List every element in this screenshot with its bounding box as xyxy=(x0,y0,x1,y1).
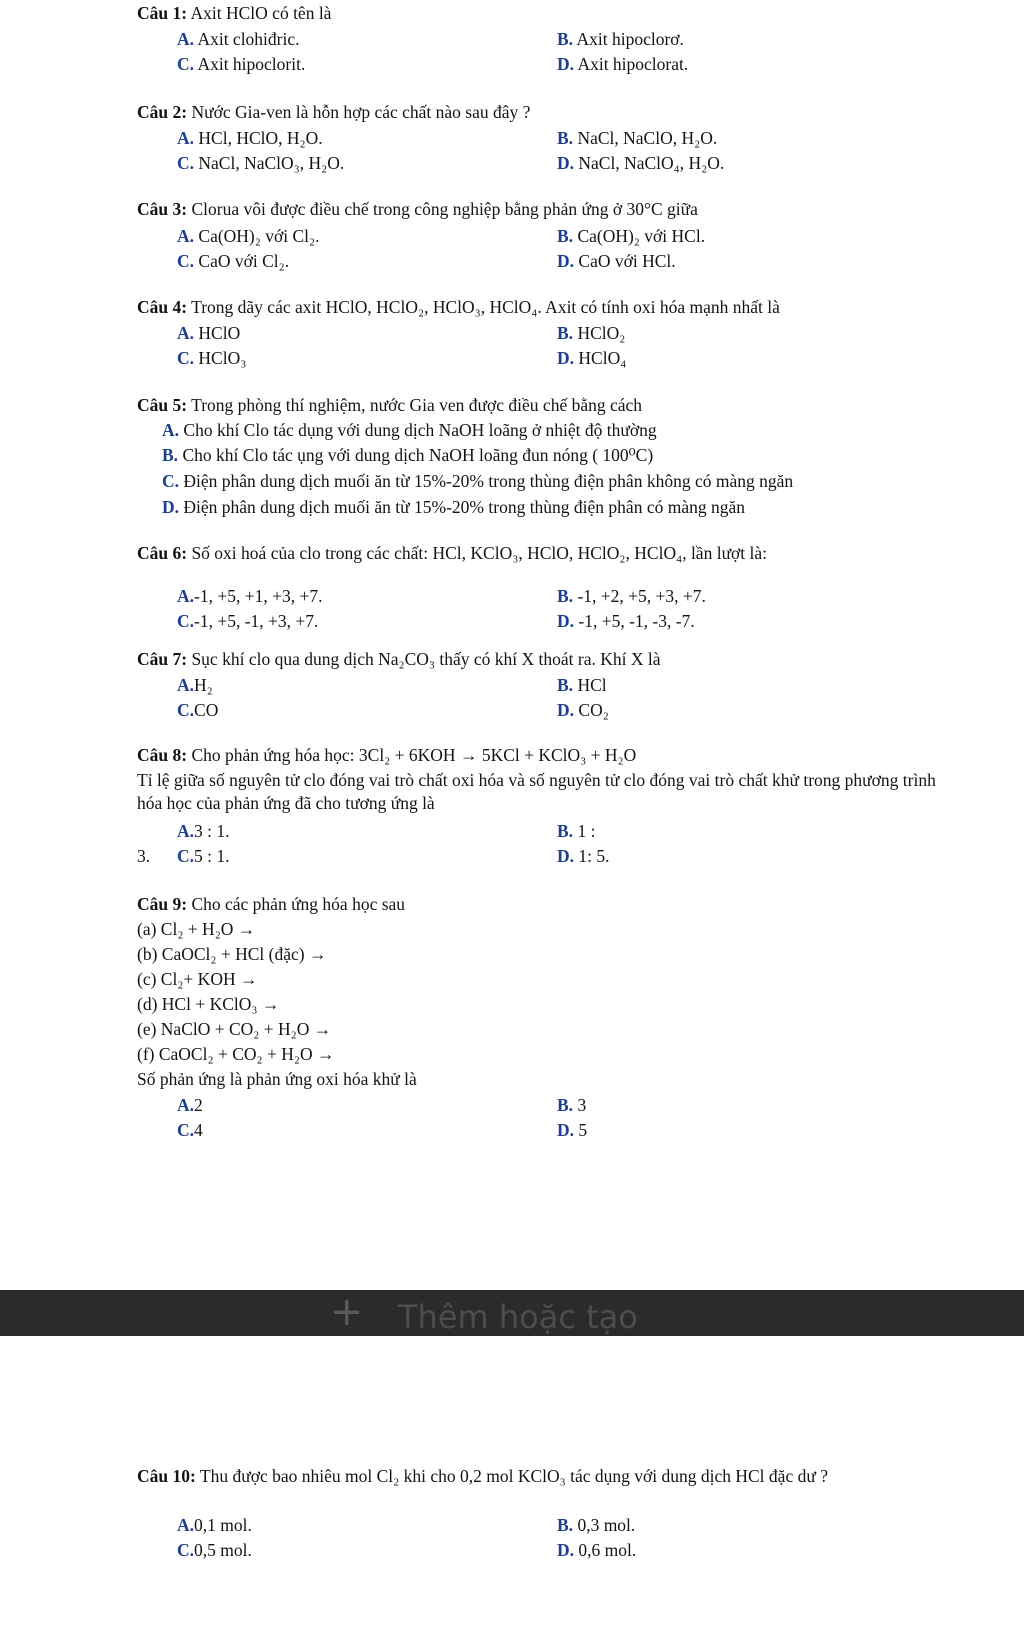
option-key: B. xyxy=(557,1515,574,1535)
option-a xyxy=(177,322,240,344)
option-key: A. xyxy=(177,675,195,695)
option-key: C. xyxy=(177,700,195,720)
option-c xyxy=(162,470,793,492)
question-text: Axit HClO có tên là xyxy=(190,3,332,23)
option-key: B. xyxy=(557,675,574,695)
option-text: Axit hipoclorơ. xyxy=(576,29,684,49)
option-key: D. xyxy=(557,348,575,368)
option-b xyxy=(557,585,706,607)
question-text: Nước Gia-ven là hỗn hợp các chất nào sau đây ? xyxy=(191,102,531,122)
option-text: Axit hipoclorit. xyxy=(197,54,306,74)
question-label: Câu 2: xyxy=(137,102,188,122)
option-d xyxy=(557,347,626,369)
option-text: 3 xyxy=(577,1095,587,1115)
option-text: -1, +2, +5, +3, +7. xyxy=(577,586,706,606)
option-b xyxy=(162,444,653,466)
option-d xyxy=(557,250,676,272)
question-1-stem xyxy=(137,2,331,24)
option-c xyxy=(177,845,230,867)
question-10-stem xyxy=(137,1465,937,1488)
option-key: C. xyxy=(177,1540,195,1560)
option-text: HCl, HClO, H₂O. xyxy=(198,128,323,148)
question-4-stem xyxy=(137,296,780,318)
stray-number: 3. xyxy=(137,846,151,866)
option-key: B. xyxy=(162,445,179,465)
option-text: 2 xyxy=(194,1095,203,1115)
option-b xyxy=(557,674,607,696)
question-text: Sục khí clo qua dung dịch Na₂CO₃ thấy có khí X thoát ra. Khí X là xyxy=(191,649,661,669)
option-key: D. xyxy=(557,153,575,173)
question-7-stem xyxy=(137,648,661,670)
option-b xyxy=(557,225,705,247)
question-label: Câu 7: xyxy=(137,649,188,669)
option-c xyxy=(177,699,218,721)
plus-icon: + xyxy=(330,1290,364,1335)
option-key: A. xyxy=(162,420,180,440)
option-key: B. xyxy=(557,128,574,148)
option-d xyxy=(557,1539,636,1561)
question-3-stem xyxy=(137,198,698,220)
option-c xyxy=(177,53,305,75)
option-key: D. xyxy=(557,1540,575,1560)
question-text: Số oxi hoá của clo trong các chất: HCl, KClO₃, HClO, HClO₂, HClO₄, lần lượt là: xyxy=(191,543,768,563)
option-key: A. xyxy=(177,226,195,246)
option-text: 5 xyxy=(578,1120,588,1140)
option-d xyxy=(557,152,724,174)
option-key: A. xyxy=(177,1095,195,1115)
option-key: C. xyxy=(177,846,195,866)
option-d xyxy=(557,699,609,721)
option-b xyxy=(557,322,625,344)
option-text: Axit clohiđric. xyxy=(197,29,300,49)
option-text: Điện phân dung dịch muối ăn từ 15%-20% trong thùng điện phân không có màng ngăn xyxy=(183,471,794,491)
option-b xyxy=(557,820,595,842)
reaction-d: (d) HCl + KClO₃ → xyxy=(137,994,280,1014)
option-a xyxy=(177,1094,203,1116)
option-key: B. xyxy=(557,29,574,49)
option-text: HClO₃ xyxy=(198,348,247,368)
option-text: CaO với HCl. xyxy=(578,251,676,271)
option-text: 4 xyxy=(194,1120,203,1140)
add-or-create-label: Thêm hoặc tạo xyxy=(398,1298,638,1336)
reaction-f: (f) CaOCl₂ + CO₂ + H₂O → xyxy=(137,1044,335,1064)
option-text: Axit hipoclorat. xyxy=(577,54,689,74)
question-8-stem xyxy=(137,744,636,766)
option-text: 0,1 mol. xyxy=(194,1515,252,1535)
option-a xyxy=(177,127,323,149)
option-key: C. xyxy=(177,54,195,74)
option-c xyxy=(177,1539,252,1561)
option-d xyxy=(557,845,610,867)
option-d xyxy=(162,496,745,518)
option-key: D. xyxy=(557,611,575,631)
option-text: HClO₂ xyxy=(577,323,626,343)
reaction-e: (e) NaClO + CO₂ + H₂O → xyxy=(137,1019,332,1039)
question-label: Câu 9: xyxy=(137,894,188,914)
option-key: C. xyxy=(177,1120,195,1140)
option-text: Ca(OH)₂ với HCl. xyxy=(577,226,706,246)
option-key: D. xyxy=(557,54,575,74)
question-text: Trong dãy các axit HClO, HClO₂, HClO₃, HClO₄. Axit có tính oxi hóa mạnh nhất là xyxy=(191,297,780,317)
option-text: -1, +5, +1, +3, +7. xyxy=(194,586,323,606)
option-key: C. xyxy=(162,471,180,491)
option-d xyxy=(557,1119,587,1141)
option-text: CO xyxy=(194,700,219,720)
question-6-stem xyxy=(137,542,767,564)
option-text: 5 : 1. xyxy=(194,846,230,866)
option-key: A. xyxy=(177,821,195,841)
add-or-create-bar[interactable] xyxy=(0,1290,1024,1336)
option-a xyxy=(177,225,320,247)
option-text: 0,5 mol. xyxy=(194,1540,252,1560)
option-c xyxy=(177,347,246,369)
option-key: D. xyxy=(557,846,575,866)
option-key: B. xyxy=(557,226,574,246)
option-c xyxy=(177,610,318,632)
question-text: Clorua vôi được điều chế trong công nghiệp bằng phản ứng ở 30°C giữa xyxy=(191,199,698,219)
option-d xyxy=(557,53,688,75)
option-key: A. xyxy=(177,1515,195,1535)
option-b xyxy=(557,1094,586,1116)
question-9-prompt: Số phản ứng là phản ứng oxi hóa khử là xyxy=(137,1069,417,1089)
option-key: B. xyxy=(557,323,574,343)
reaction-a: (a) Cl₂ + H₂O → xyxy=(137,919,256,939)
option-text: Điện phân dung dịch muối ăn từ 15%-20% trong thùng điện phân có màng ngăn xyxy=(183,497,745,517)
question-5-stem xyxy=(137,394,642,416)
option-b xyxy=(557,127,717,149)
option-a xyxy=(177,674,213,696)
option-text: Cho khí Clo tác ụng với dung dịch NaOH loãng đun nóng ( 100⁰C) xyxy=(182,445,654,465)
option-text: Ca(OH)₂ với Cl₂. xyxy=(198,226,320,246)
question-8-ratio-text: Tỉ lệ giữa số nguyên tử clo đóng vai trò chất oxi hóa và số nguyên tử clo đóng vai trò chất khử trong phương trình hóa học của phản ứng đã cho tương ứng là xyxy=(137,770,936,813)
reaction-c: (c) Cl₂+ KOH → xyxy=(137,969,258,989)
reaction-b: (b) CaOCl₂ + HCl (đặc) → xyxy=(137,944,327,964)
option-c xyxy=(177,250,289,272)
option-key: C. xyxy=(177,251,195,271)
question-label: Câu 3: xyxy=(137,199,188,219)
option-text: CO₂ xyxy=(578,700,609,720)
option-key: B. xyxy=(557,821,574,841)
question-9-stem xyxy=(137,893,405,915)
option-a xyxy=(177,1514,252,1536)
option-text: 1: 5. xyxy=(578,846,610,866)
option-text: 0,3 mol. xyxy=(577,1515,636,1535)
option-key: A. xyxy=(177,586,195,606)
option-key: A. xyxy=(177,323,195,343)
option-text: 1 : xyxy=(577,821,596,841)
option-key: C. xyxy=(177,611,195,631)
option-key: D. xyxy=(162,497,180,517)
option-key: D. xyxy=(557,700,575,720)
option-text: NaCl, NaClO₄, H₂O. xyxy=(578,153,725,173)
option-b xyxy=(557,1514,635,1536)
question-text: Trong phòng thí nghiệm, nước Gia ven được điều chế bằng cách xyxy=(191,395,643,415)
question-text: Cho phản ứng hóa học: 3Cl₂ + 6KOH → 5KCl + KClO₃ + H₂O xyxy=(191,745,637,765)
option-text: 0,6 mol. xyxy=(578,1540,637,1560)
option-a xyxy=(177,820,230,842)
option-key: B. xyxy=(557,1095,574,1115)
question-label: Câu 8: xyxy=(137,745,188,765)
option-key: C. xyxy=(177,153,195,173)
option-text: 3 : 1. xyxy=(194,821,230,841)
option-c xyxy=(177,1119,203,1141)
question-label: Câu 5: xyxy=(137,395,188,415)
question-label: Câu 6: xyxy=(137,543,188,563)
option-key: D. xyxy=(557,1120,575,1140)
option-key: A. xyxy=(177,128,195,148)
option-b xyxy=(557,28,684,50)
option-a xyxy=(177,585,322,607)
option-text: H₂ xyxy=(194,675,213,695)
option-text: HClO xyxy=(198,323,241,343)
option-text: HCl xyxy=(577,675,607,695)
option-c xyxy=(177,152,344,174)
option-text: NaCl, NaClO₃, H₂O. xyxy=(198,153,345,173)
option-key: A. xyxy=(177,29,195,49)
question-2-stem xyxy=(137,101,530,123)
question-text: Cho các phản ứng hóa học sau xyxy=(191,894,406,914)
option-key: B. xyxy=(557,586,574,606)
option-key: C. xyxy=(177,348,195,368)
option-text: Cho khí Clo tác dụng với dung dịch NaOH loãng ở nhiệt độ thường xyxy=(183,420,657,440)
option-a xyxy=(162,419,657,441)
option-a xyxy=(177,28,300,50)
question-label: Câu 10: xyxy=(137,1466,196,1486)
option-key: D. xyxy=(557,251,575,271)
option-text: -1, +5, -1, +3, +7. xyxy=(194,611,319,631)
option-text: CaO với Cl₂. xyxy=(198,251,290,271)
question-label: Câu 1: xyxy=(137,3,188,23)
question-label: Câu 4: xyxy=(137,297,188,317)
option-d xyxy=(557,610,695,632)
question-text: Thu được bao nhiêu mol Cl₂ khi cho 0,2 mol KClO₃ tác dụng với dung dịch HCl đặc dư ? xyxy=(199,1466,828,1486)
option-text: -1, +5, -1, -3, -7. xyxy=(578,611,695,631)
option-text: HClO₄ xyxy=(578,348,627,368)
option-text: NaCl, NaClO, H₂O. xyxy=(577,128,718,148)
